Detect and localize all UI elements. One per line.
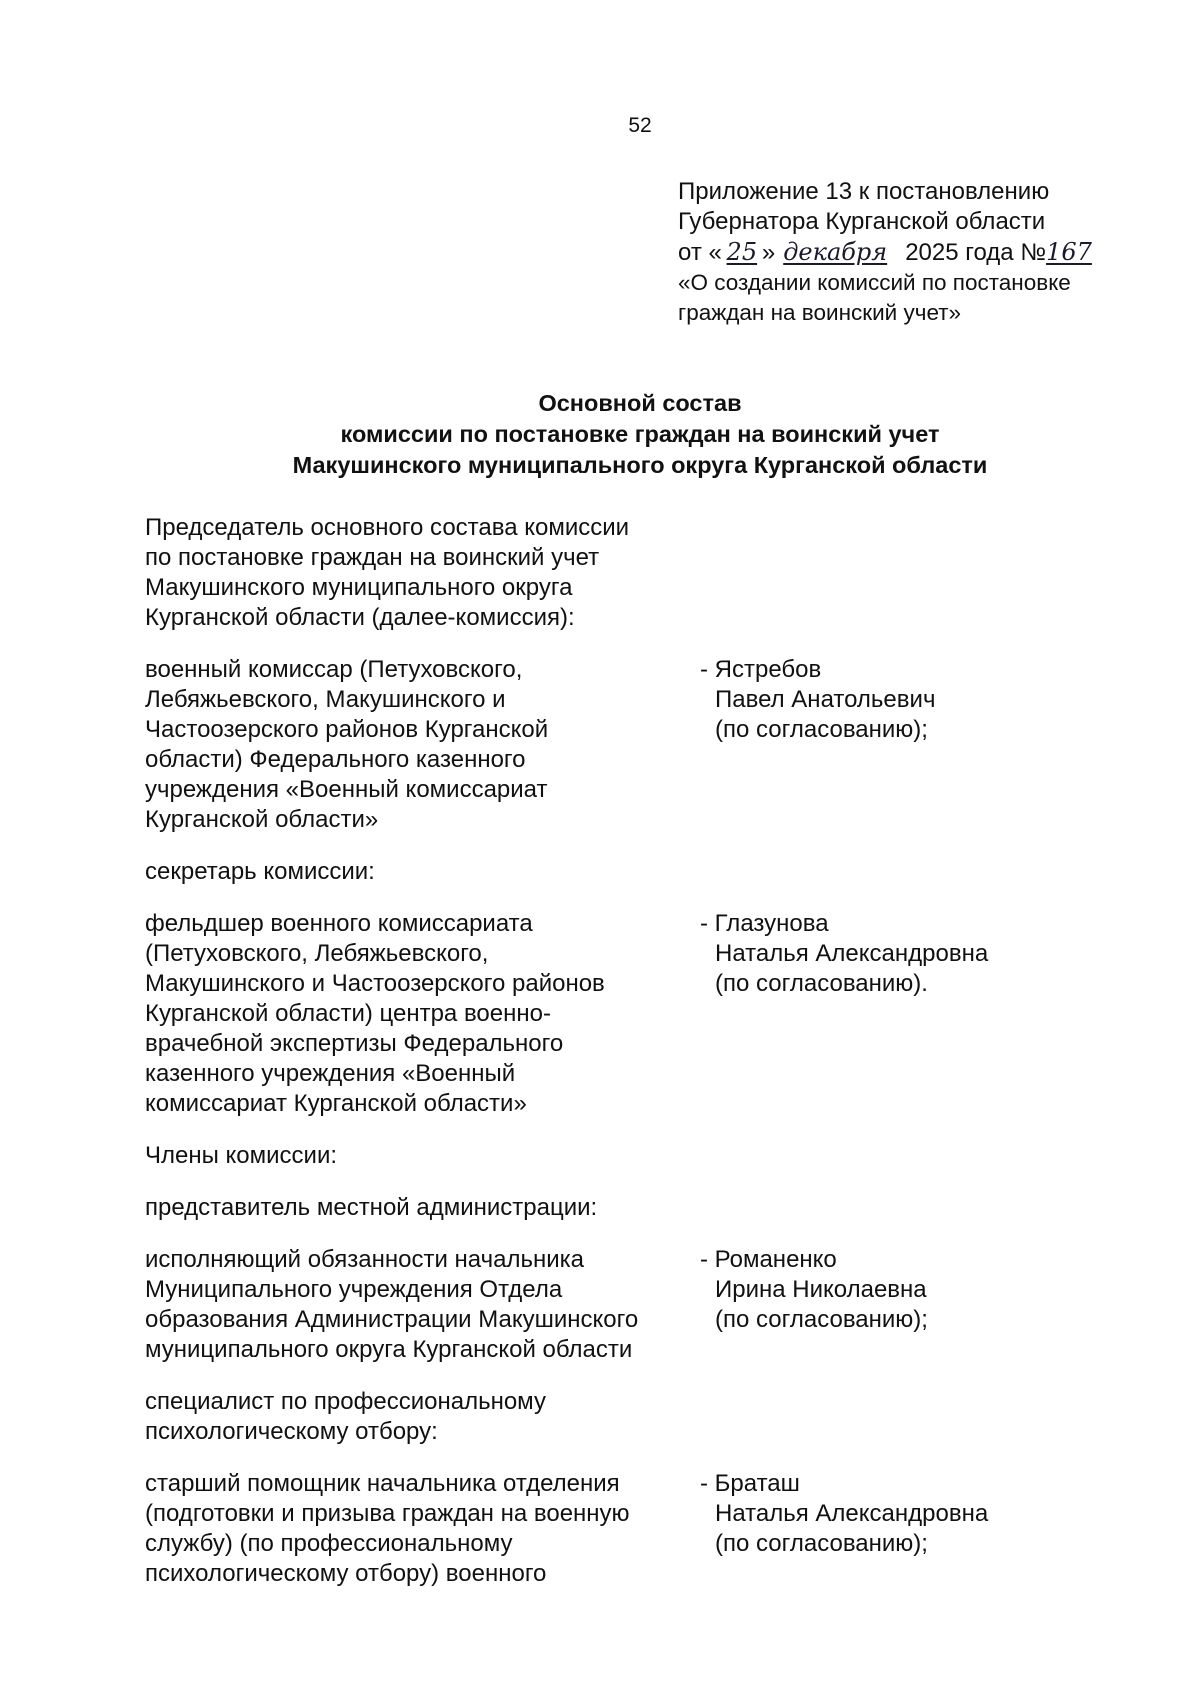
heading-line: Макушинского муниципального округа xyxy=(145,574,573,601)
document-title xyxy=(200,388,1080,481)
position-line: Муниципального учреждения Отдела xyxy=(145,1276,563,1303)
position-line: образования Администрации Макушинского xyxy=(145,1306,639,1333)
title-line-3: Макушинского муниципального округа Курганской области xyxy=(292,452,988,478)
person-name: Наталья Александровна xyxy=(715,940,989,967)
position-line: исполняющий обязанности начальника xyxy=(145,1246,585,1273)
chairman-entry xyxy=(145,655,1145,835)
position-line: службу) (по профессиональному xyxy=(145,1530,513,1557)
psych-heading xyxy=(145,1387,1145,1447)
person-note: (по согласованию); xyxy=(715,1306,928,1333)
psych-position xyxy=(145,1469,700,1589)
position-line: казенного учреждения «Военный xyxy=(145,1060,516,1087)
title-line-1: Основной состав xyxy=(538,390,742,416)
position-line: Частоозерского районов Курганской xyxy=(145,716,549,743)
person-surname: - Браташ xyxy=(700,1470,800,1497)
handwritten-month: декабря xyxy=(783,238,888,266)
person-name: Наталья Александровна xyxy=(715,1500,989,1527)
handwritten-doc-number: 167 xyxy=(1046,238,1092,266)
person-name: Павел Анатольевич xyxy=(715,686,936,713)
person-surname: - Ястребов xyxy=(700,656,822,683)
position-line: (подготовки и призыва граждан на военную xyxy=(145,1500,630,1527)
secretary-person xyxy=(700,909,1120,999)
document-body xyxy=(145,513,1145,1589)
appendix-line-1: Приложение 13 к постановлению xyxy=(678,178,1050,205)
page-number: 52 xyxy=(628,114,652,137)
psych-person xyxy=(700,1469,1120,1559)
appendix-date-line xyxy=(678,237,1178,268)
local-admin-position xyxy=(145,1245,700,1365)
date-prefix: от « xyxy=(678,239,722,266)
appendix-quote-line-2: граждан на воинский учет» xyxy=(678,300,962,325)
person-name: Ирина Николаевна xyxy=(715,1276,927,1303)
heading-line: Члены комиссии: xyxy=(145,1142,338,1169)
position-line: психологическому отбору) военного xyxy=(145,1560,547,1587)
appendix-quote-line-1: «О создании комиссий по постановке xyxy=(678,270,1071,295)
chairman-position xyxy=(145,655,700,835)
heading-line: по постановке граждан на воинский учет xyxy=(145,544,600,571)
appendix-line-2: Губернатора Курганской области xyxy=(678,208,1046,235)
appendix-block xyxy=(678,177,1178,328)
position-line: (Петуховского, Лебяжьевского, xyxy=(145,940,489,967)
person-note: (по согласованию); xyxy=(715,1530,928,1557)
position-line: муниципального округа Курганской области xyxy=(145,1336,633,1363)
secretary-entry xyxy=(145,909,1145,1119)
position-line: фельдшер военного комиссариата xyxy=(145,910,533,937)
position-line: Макушинского и Частоозерского районов xyxy=(145,970,605,997)
position-line: области) Федерального казенного xyxy=(145,746,526,773)
heading-line: секретарь комиссии: xyxy=(145,858,375,885)
date-mid: » xyxy=(761,239,776,266)
heading-line: психологическому отбору: xyxy=(145,1418,438,1445)
secretary-heading xyxy=(145,857,1145,887)
chairman-heading xyxy=(145,513,1145,633)
position-line: врачебной экспертизы Федерального xyxy=(145,1030,564,1057)
local-admin-entry xyxy=(145,1245,1145,1365)
heading-line: специалист по профессиональному xyxy=(145,1388,546,1415)
heading-line: Курганской области (далее-комиссия): xyxy=(145,604,575,631)
members-heading xyxy=(145,1141,1145,1171)
position-line: Курганской области) центра военно- xyxy=(145,1000,551,1027)
position-line: военный комиссар (Петуховского, xyxy=(145,656,523,683)
position-line: комиссариат Курганской области» xyxy=(145,1090,527,1117)
chairman-person xyxy=(700,655,1120,745)
title-line-2: комиссии по постановке граждан на воинский учет xyxy=(340,421,940,447)
secretary-position xyxy=(145,909,700,1119)
position-line: Лебяжьевского, Макушинского и xyxy=(145,686,506,713)
person-note: (по согласованию); xyxy=(715,716,928,743)
position-line: Курганской области» xyxy=(145,806,379,833)
person-note: (по согласованию). xyxy=(715,970,928,997)
local-admin-heading xyxy=(145,1193,1145,1223)
handwritten-day: 25 xyxy=(726,238,758,266)
person-surname: - Глазунова xyxy=(700,910,829,937)
local-admin-person xyxy=(700,1245,1120,1335)
psych-entry xyxy=(145,1469,1145,1589)
heading-line: представитель местной администрации: xyxy=(145,1194,598,1221)
person-surname: - Романенко xyxy=(700,1246,837,1273)
position-line: старший помощник начальника отделения xyxy=(145,1470,620,1497)
position-line: учреждения «Военный комиссариат xyxy=(145,776,548,803)
date-year: 2025 года № xyxy=(905,239,1047,266)
heading-line: Председатель основного состава комиссии xyxy=(145,514,630,541)
